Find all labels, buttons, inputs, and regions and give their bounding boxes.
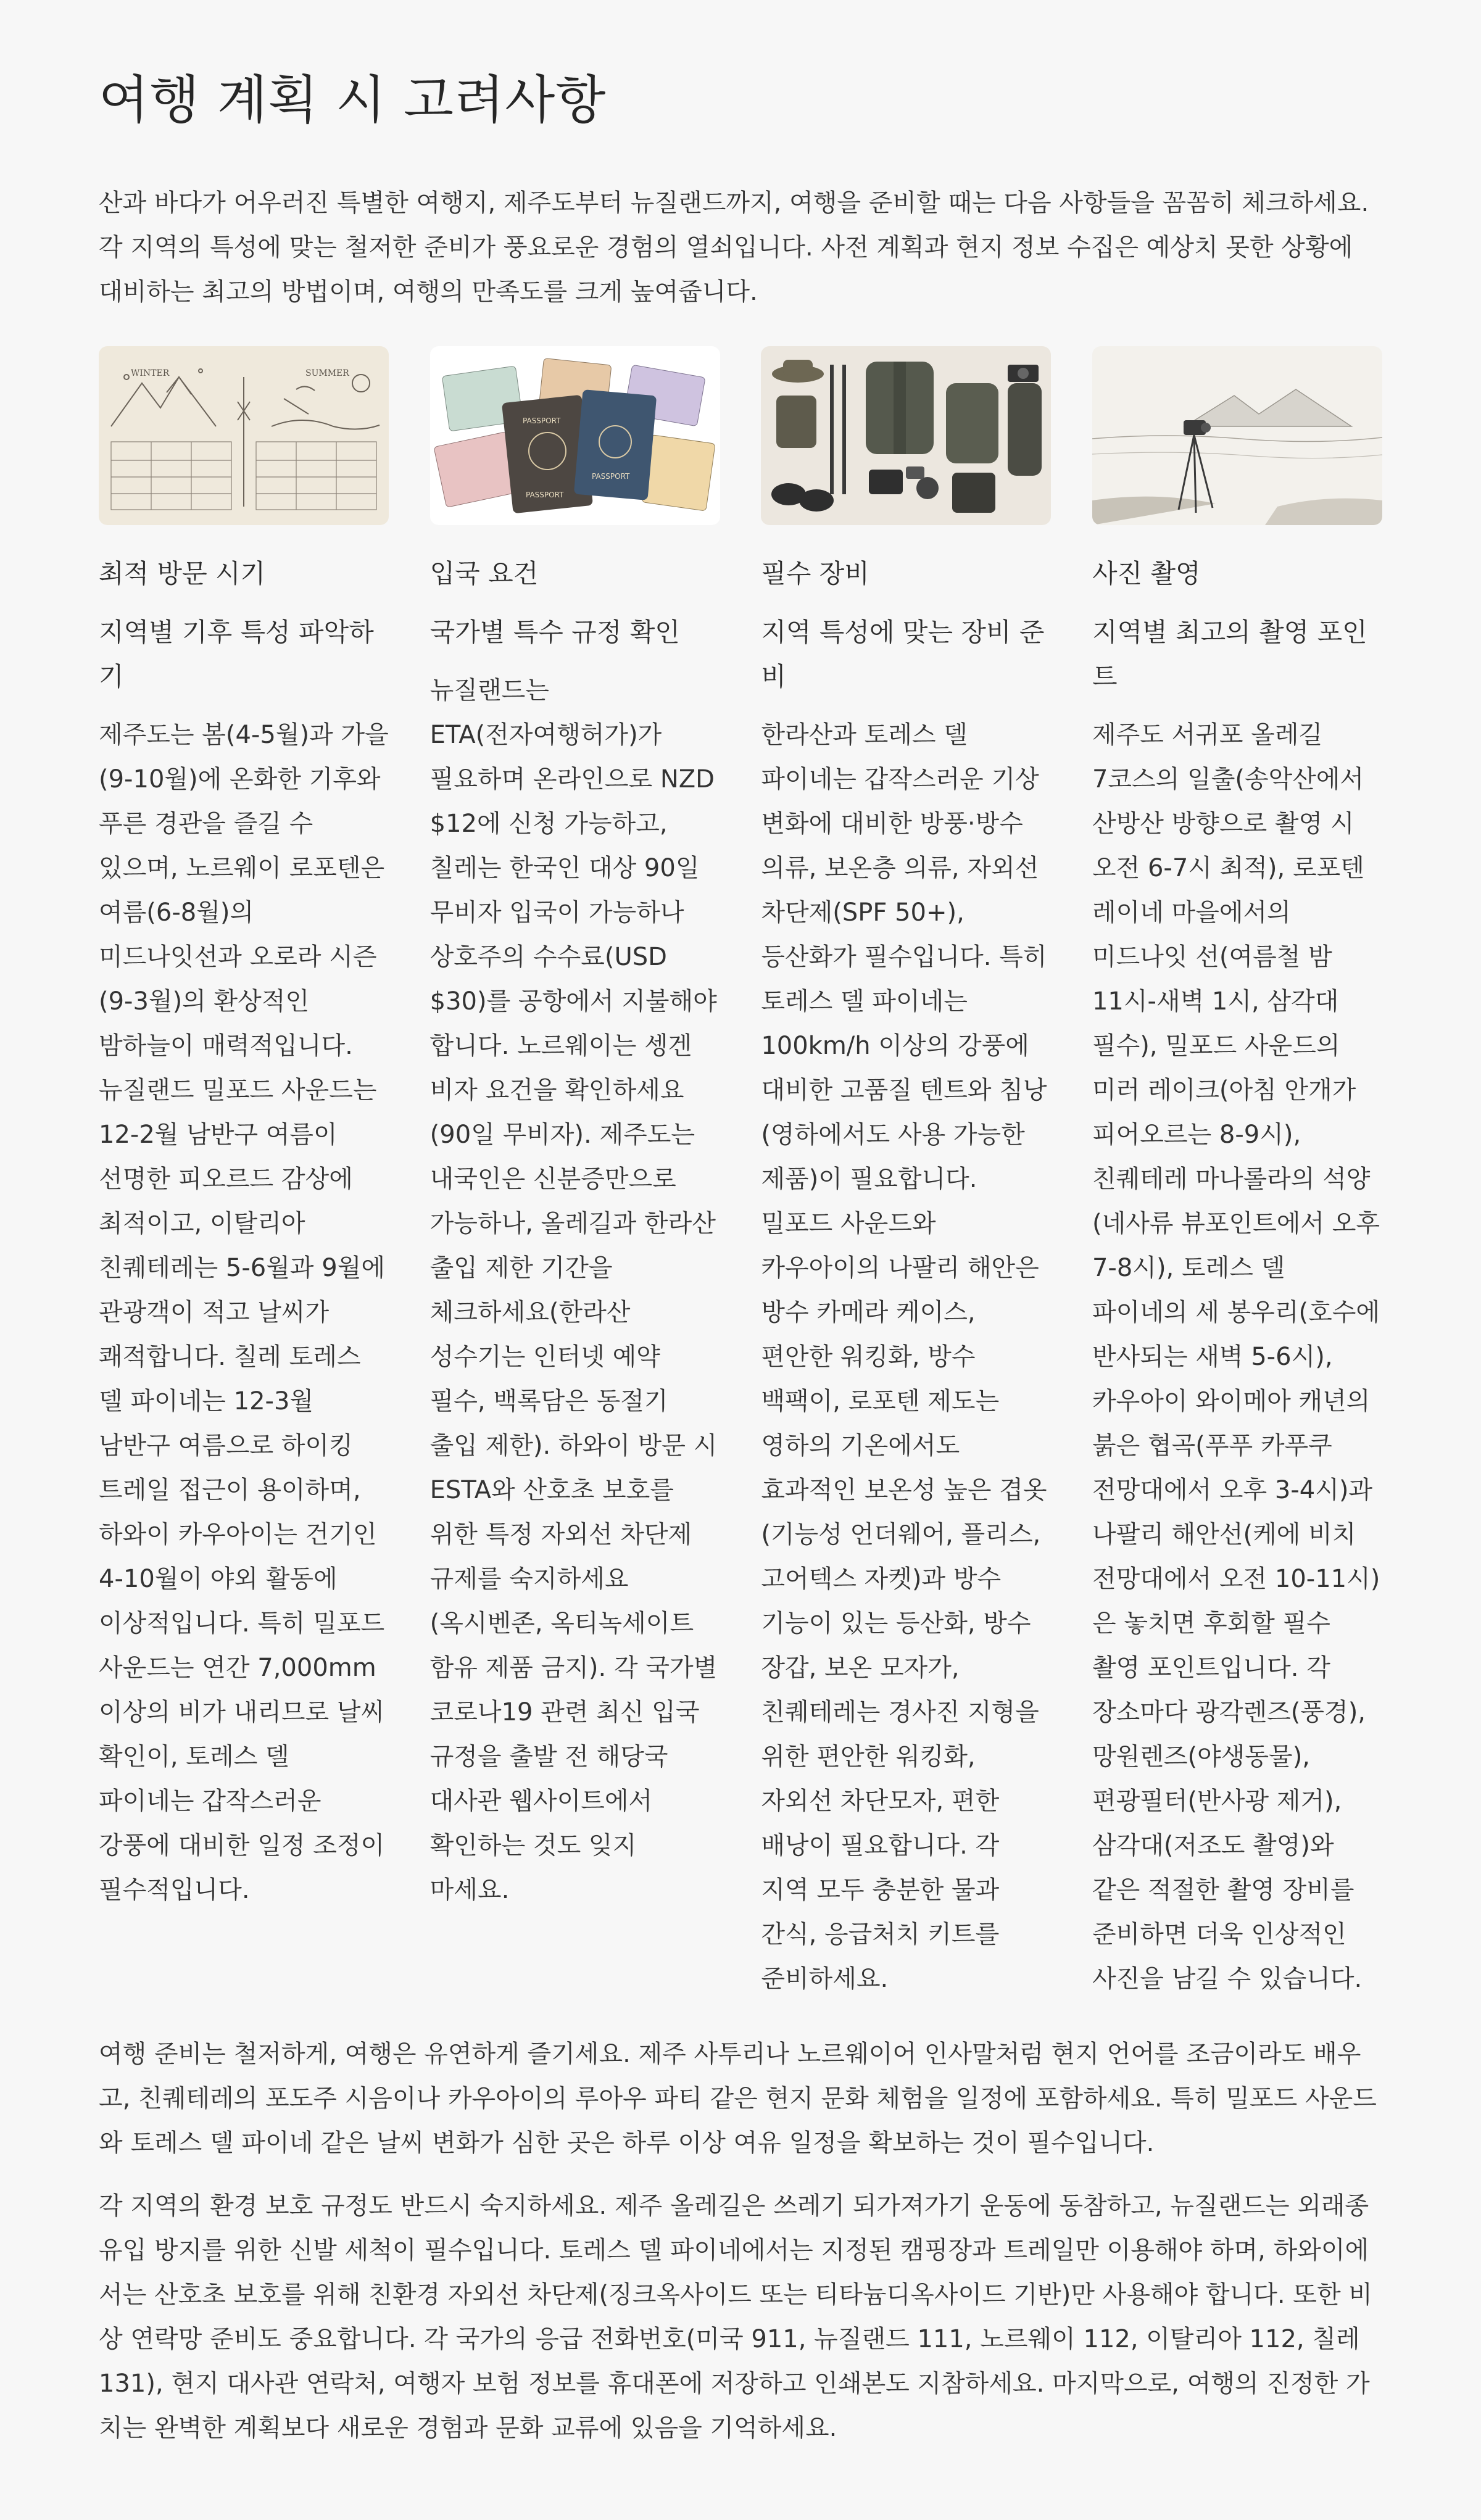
- passports-illustration-icon: [430, 346, 720, 525]
- column-best-time: [99, 346, 389, 2001]
- column-entry-requirements: [430, 346, 720, 2001]
- column-subtitle: 지역 특성에 맞는 장비 준비: [761, 617, 1045, 692]
- intro-paragraph: 산과 바다가 어우러진 특별한 여행지, 제주도부터 뉴질랜드까지, 여행을 준비할 때는 다음 사항들을 꼼꼼히 체크하세요. 각 지역의 특성에 맞는 철저한 준비가 풍요로운 경험의 열쇠입니다. 사전 계획과 현지 정보 수집은 예상치 못한 상황에 대비하는 최고의 방법이며, 여행의 만족도를 크게 높여줍니다.: [99, 189, 1369, 306]
- outro-paragraph-2: 각 지역의 환경 보호 규정도 반드시 숙지하세요. 제주 올레길은 쓰레기 되가져가기 운동에 동참하고, 뉴질랜드는 외래종 유입 방지를 위한 신발 세척이 필수입니다. 토레스 델 파이네에서는 지정된 캠핑장과 트레일만 이용해야 하며, 하와이에서는 산호초 보호를 위해 친환경 자외선 차단제(징크옥사이드 또는 티타늄디옥사이드 기반)만 사용해야 합니다. 또한 비상 연락망 준비도 중요합니다. 각 국가의 응급 전화번호(미국 911, 뉴질랜드 111, 노르웨이 112, 이탈리아 112, 칠레 131), 현지 대사관 연락처, 여행자 보험 정보를 휴대폰에 저장하고 인쇄본도 지참하세요. 마지막으로, 여행의 진정한 가치는 완벽한 계획보다 새로운 경험과 문화 교류에 있음을 기억하세요.: [99, 2192, 1372, 2442]
- tips-columns: [99, 346, 1382, 2001]
- passport-label-back: PASSPORT: [525, 491, 564, 499]
- column-subtitle: 국가별 특수 규정 확인: [429, 617, 680, 647]
- column-title: 입국 요건: [429, 558, 539, 589]
- column-body: 제주도는 봄(4-5월)과 가을(9-10월)에 온화한 기후와 푸른 경관을 즐길 수 있으며, 노르웨이 로포텐은 여름(6-8월)의 미드나잇선과 오로라 시즌(9-3월)의 환상적인 밤하늘이 매력적입니다. 뉴질랜드 밀포드 사운드는 12-2월 남반구 여름이 선명한 피오르드 감상에 최적이고, 이탈리아 친퀘테레는 5-6월과 9월에 관광객이 적고 날씨가 쾌적합니다. 칠레 토레스 델 파이네는 12-3월 남반구 여름으로 하이킹 트레일 접근이 용이하며, 하와이 카우아이는 건기인 4-10월이 야외 활동에 이상적입니다. 특히 밀포드 사운드는 연간 7,000mm 이상의 비가 내리므로 날씨 확인이, 토레스 델 파이네는 갑작스러운 강풍에 대비한 일정 조정이 필수적입니다.: [99, 721, 389, 1904]
- travel-gear-illustration-icon: [761, 346, 1051, 525]
- outro-paragraph-1: 여행 준비는 철저하게, 여행은 유연하게 즐기세요. 제주 사투리나 노르웨이어 인사말처럼 현지 언어를 조금이라도 배우고, 친퀘테레의 포도주 시음이나 카우아이의 루아우 파티 같은 현지 문화 체험을 일정에 포함하세요. 특히 밀포드 사운드와 토레스 델 파이네 같은 날씨 변화가 심한 곳은 하루 이상 여유 일정을 확보하는 것이 필수입니다.: [99, 2040, 1377, 2157]
- column-photography: [1092, 346, 1382, 2001]
- page-title: 여행 계획 시 고려사항: [99, 70, 607, 130]
- passport-label-right: PASSPORT: [591, 472, 630, 481]
- passport-label-left: PASSPORT: [522, 417, 561, 425]
- summer-label: SUMMER: [305, 368, 349, 378]
- column-body: 제주도 서귀포 올레길 7코스의 일출(송악산에서 산방산 방향으로 촬영 시 오전 6-7시 최적), 로포텐 레이네 마을에서의 미드나잇 선(여름철 밤 11시-새벽 1시, 삼각대 필수), 밀포드 사운드의 미러 레이크(아침 안개가 피어오르는 8-9시), 친퀘테레 마나롤라의 석양(네사류 뷰포인트에서 오후 7-8시), 토레스 델 파이네의 세 봉우리(호수에 반사되는 새벽 5-6시), 카우아이 와이메아 캐년의 붉은 협곡(푸푸 카푸쿠 전망대에서 오후 3-4시)과 나팔리 해안선(케에 비치 전망대에서 오전 10-11시)은 놓치면 후회할 필수 촬영 포인트입니다. 각 장소마다 광각렌즈(풍경), 망원렌즈(야생동물), 편광필터(반사광 제거), 삼각대(저조도 촬영)와 같은 적절한 촬영 장비를 준비하면 더욱 인상적인 사진을 남길 수 있습니다.: [1092, 721, 1380, 1993]
- column-subtitle: 지역별 기후 특성 파악하기: [99, 617, 374, 692]
- column-body: 뉴질랜드는 ETA(전자여행허가)가 필요하며 온라인으로 NZD $12에 신청 가능하고, 칠레는 한국인 대상 90일 무비자 입국이 가능하나 상호주의 수수료(USD $30)를 공항에서 지불해야 합니다. 노르웨이는 셍겐 비자 요건을 확인하세요(90일 무비자). 제주도는 내국인은 신분증만으로 가능하나, 올레길과 한라산 출입 제한 기간을 체크하세요(한라산 성수기는 인터넷 예약 필수, 백록담은 동절기 출입 제한). 하와이 방문 시 ESTA와 산호초 보호를 위한 특정 자외선 차단제 규제를 숙지하세요(옥시벤존, 옥티녹세이트 함유 제품 금지). 각 국가별 코로나19 관련 최신 입국 규정을 출발 전 해당국 대사관 웹사이트에서 확인하는 것도 잊지 마세요.: [429, 676, 718, 1904]
- column-title: 필수 장비: [761, 558, 869, 589]
- column-essential-gear: [761, 346, 1051, 2001]
- column-title: 최적 방문 시기: [99, 558, 266, 589]
- winter-label: WINTER: [131, 368, 170, 378]
- seasonal-calendar-illustration-icon: [99, 346, 389, 525]
- column-title: 사진 촬영: [1092, 558, 1201, 589]
- tripod-landscape-illustration-icon: [1092, 346, 1382, 525]
- column-body: 한라산과 토레스 델 파이네는 갑작스러운 기상 변화에 대비한 방풍·방수 의류, 보온층 의류, 자외선 차단제(SPF 50+), 등산화가 필수입니다. 특히 토레스 델 파이네는 100km/h 이상의 강풍에 대비한 고품질 텐트와 침낭(영하에서도 사용 가능한 제품)이 필요합니다. 밀포드 사운드와 카우아이의 나팔리 해안은 방수 카메라 케이스, 편안한 워킹화, 방수 백팩이, 로포텐 제도는 영하의 기온에서도 효과적인 보온성 높은 겹옷(기능성 언더웨어, 플리스, 고어텍스 자켓)과 방수 기능이 있는 등산화, 방수 장갑, 보온 모자가, 친퀘테레는 경사진 지형을 위한 편안한 워킹화, 자외선 차단모자, 편한 배낭이 필요합니다. 각 지역 모두 충분한 물과 간식, 응급처치 키트를 준비하세요.: [761, 721, 1047, 1993]
- column-subtitle: 지역별 최고의 촬영 포인트: [1092, 617, 1367, 692]
